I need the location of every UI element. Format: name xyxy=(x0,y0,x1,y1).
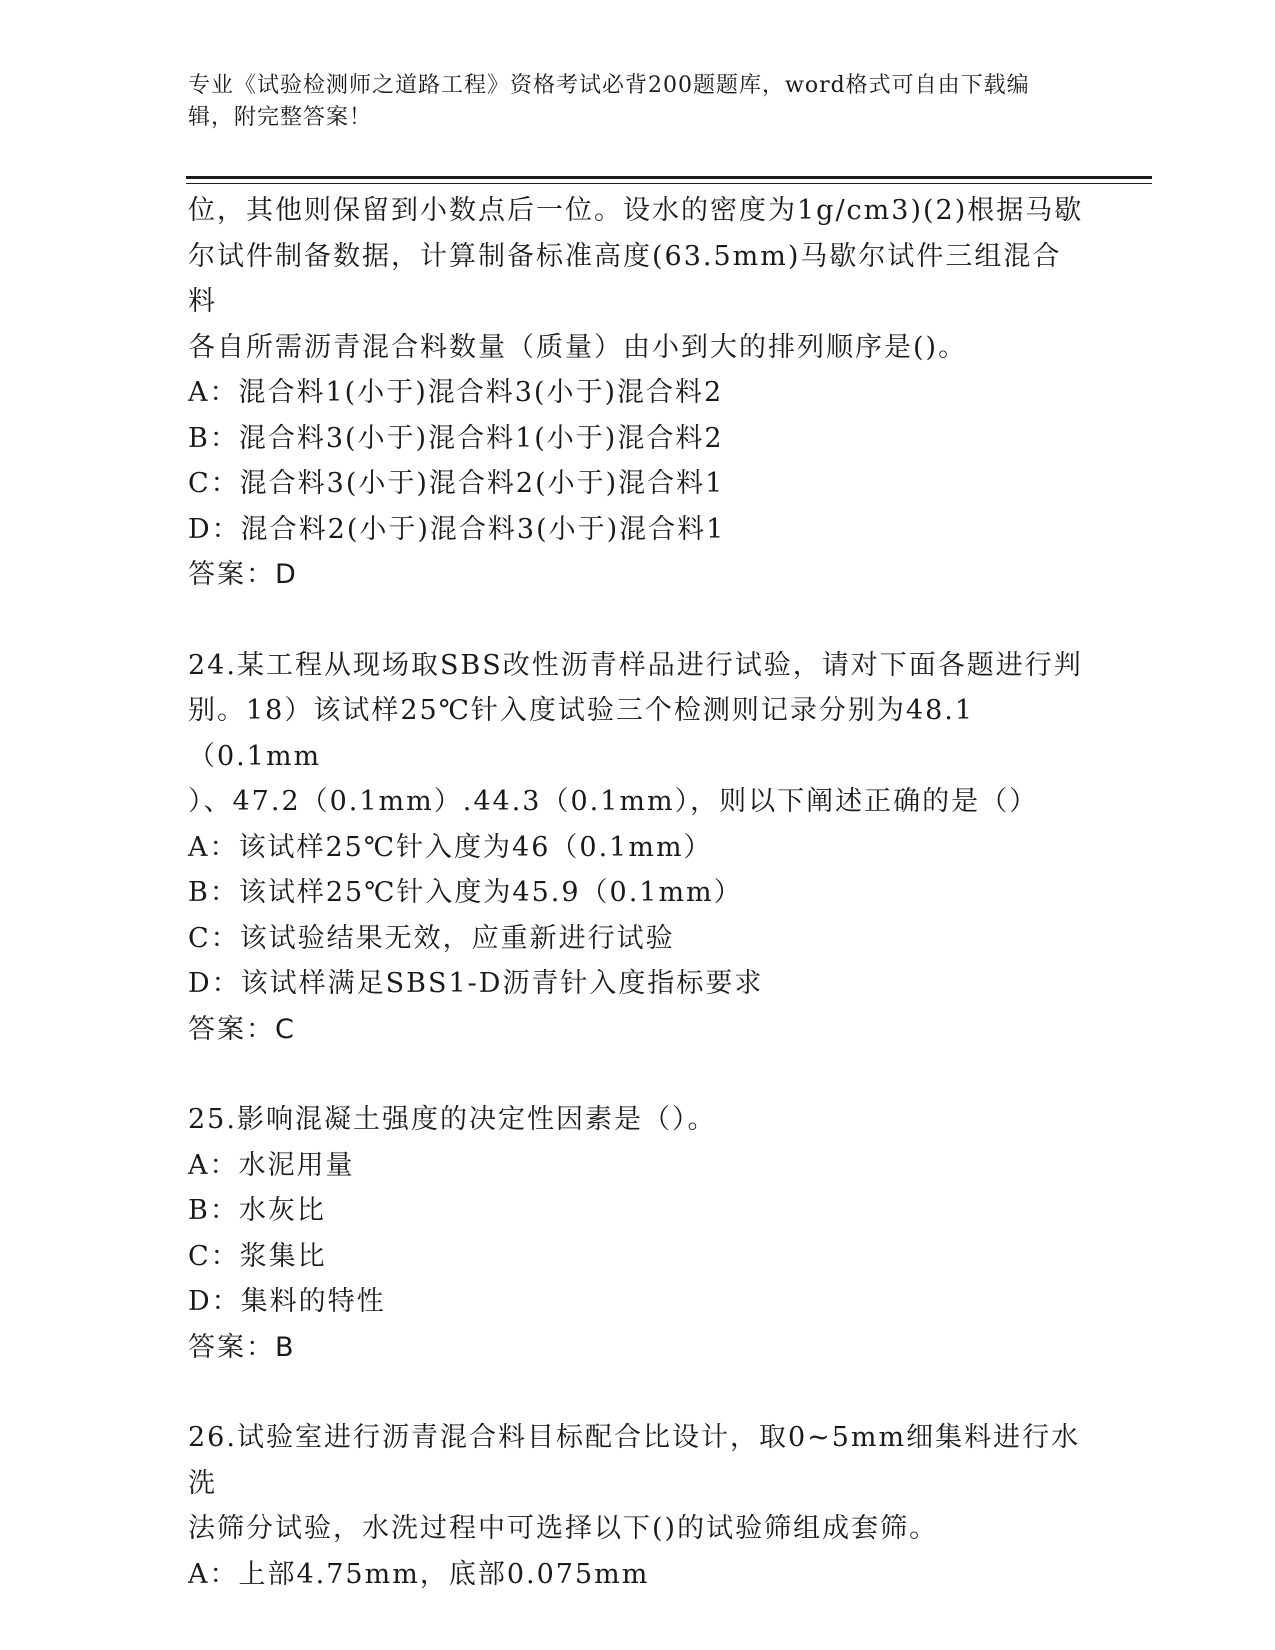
answer-line: 答案：D xyxy=(188,559,298,590)
option-d: D：集料的特性 xyxy=(188,1286,386,1317)
question-24 xyxy=(188,643,1088,1053)
spacer xyxy=(188,1370,1088,1415)
option-c: C：浆集比 xyxy=(188,1240,327,1272)
question-continuation xyxy=(188,188,1088,598)
spacer xyxy=(188,598,1088,643)
spacer xyxy=(188,1052,1088,1097)
question-text-line: 26.试验室进行沥青混合料目标配合比设计，取0~5mm细集料进行水洗 xyxy=(188,1422,1081,1499)
question-text-line: 位，其他则保留到小数点后一位。设水的密度为1g/cm3)(2)根据马歇 xyxy=(188,195,1084,226)
option-b: B：水灰比 xyxy=(188,1195,326,1226)
option-b: B：混合料3(小于)混合料1(小于)混合料2 xyxy=(188,422,724,454)
question-text-line: 各自所需沥青混合料数量（质量）由小到大的排列顺序是()。 xyxy=(188,331,968,363)
option-a: A：该试样25℃针入度为46（0.1mm） xyxy=(188,831,713,863)
option-c: C：该试验结果无效，应重新进行试验 xyxy=(188,922,675,954)
document-body xyxy=(188,188,1088,1597)
answer-line: 答案：B xyxy=(188,1331,296,1363)
option-a: A：水泥用量 xyxy=(188,1149,355,1181)
option-a: A：上部4.75mm，底部0.075mm xyxy=(188,1558,650,1590)
question-text-line: ）、47.2（0.1mm）.44.3（0.1mm），则以下阐述正确的是（） xyxy=(188,786,1039,817)
question-25 xyxy=(188,1097,1088,1370)
option-b: B：该试样25℃针入度为45.9（0.1mm） xyxy=(188,877,743,908)
question-text-line: 24.某工程从现场取SBS改性沥青样品进行试验，请对下面各题进行判 xyxy=(188,649,1083,681)
header-text: 专业《试验检测师之道路工程》资格考试必背200题题库，word格式可自由下载编辑，附完整答案！ xyxy=(188,73,1030,130)
header-rule-thin xyxy=(186,183,1152,184)
option-d: D：混合料2(小于)混合料3(小于)混合料1 xyxy=(188,513,726,545)
question-26 xyxy=(188,1415,1088,1597)
question-text-line: 法筛分试验，水洗过程中可选择以下()的试验筛组成套筛。 xyxy=(188,1513,939,1544)
header-rule-thick xyxy=(186,176,1152,179)
question-text-line: 尔试件制备数据，计算制备标准高度(63.5mm)马歇尔试件三组混合料 xyxy=(188,240,1062,317)
question-text-line: 25.影响混凝土强度的决定性因素是（）。 xyxy=(188,1104,717,1135)
answer-line: 答案：C xyxy=(188,1013,296,1045)
option-c: C：混合料3(小于)混合料2(小于)混合料1 xyxy=(188,468,725,499)
page-header xyxy=(188,70,1068,134)
question-text-line: 别。18）该试样25℃针入度试验三个检测则记录分别为48.1（0.1mm xyxy=(188,695,975,772)
option-a: A：混合料1(小于)混合料3(小于)混合料2 xyxy=(188,377,724,408)
option-d: D：该试样满足SBS1-D沥青针入度指标要求 xyxy=(188,968,764,999)
